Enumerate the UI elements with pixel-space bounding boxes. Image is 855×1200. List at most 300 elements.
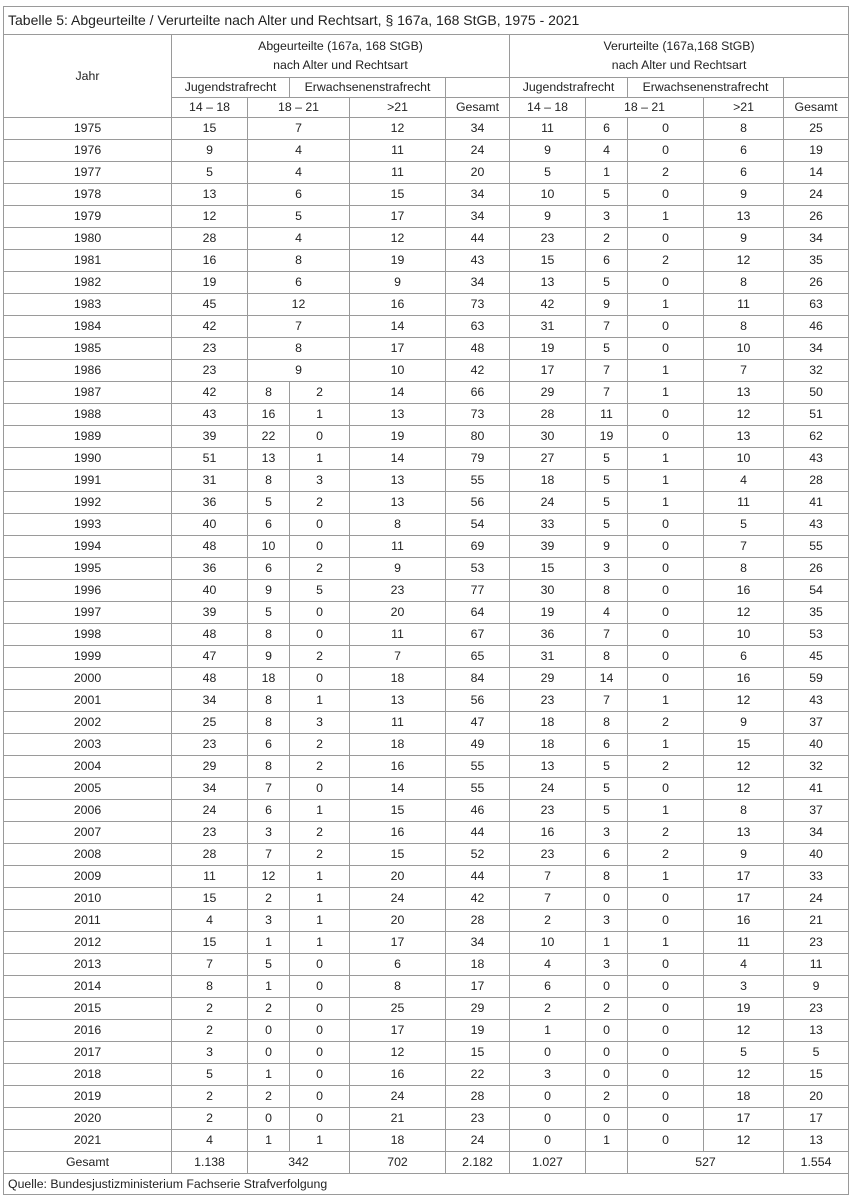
cell-a-18-21: 9 <box>248 360 350 382</box>
total-label: Gesamt <box>4 1152 172 1174</box>
cell-v-gesamt: 40 <box>784 844 849 866</box>
table-row <box>4 536 849 558</box>
table-row <box>4 1108 849 1130</box>
cell-a-gesamt: 49 <box>446 734 510 756</box>
total-v-blank <box>586 1152 628 1174</box>
cell-a-21: 20 <box>350 866 446 888</box>
cell-v-gesamt: 15 <box>784 1064 849 1086</box>
cell-a-18-21-split: 0 <box>290 954 350 976</box>
cell-a-gesamt: 53 <box>446 558 510 580</box>
total-v-gesamt: 1.554 <box>784 1152 849 1174</box>
cell-v-18-21: 4 <box>586 602 628 624</box>
cell-year: 1991 <box>4 470 172 492</box>
total-a-21: 702 <box>350 1152 446 1174</box>
cell-v-21: 17 <box>704 1108 784 1130</box>
cell-a-14-18: 39 <box>172 602 248 624</box>
cell-v-18-21: 3 <box>586 822 628 844</box>
cell-a-18-21: 8 <box>248 338 350 360</box>
cell-v-18-21-split: 0 <box>628 602 704 624</box>
cell-a-18-21-split: 5 <box>290 580 350 602</box>
cell-a-gesamt: 34 <box>446 118 510 140</box>
cell-a-18-21: 6 <box>248 272 350 294</box>
cell-v-18-21-split: 0 <box>628 778 704 800</box>
cell-v-18-21: 5 <box>586 470 628 492</box>
cell-v-18-21-split: 2 <box>628 712 704 734</box>
cell-v-14-18: 23 <box>510 690 586 712</box>
cell-a-18-21-split: 2 <box>290 756 350 778</box>
cell-v-21: 8 <box>704 800 784 822</box>
cell-v-18-21-split: 0 <box>628 1064 704 1086</box>
header-abgeurteilte-line2: nach Alter und Rechtsart <box>273 58 408 72</box>
cell-v-18-21: 0 <box>586 1020 628 1042</box>
cell-v-gesamt: 34 <box>784 228 849 250</box>
cell-a-21: 24 <box>350 1086 446 1108</box>
cell-a-21: 18 <box>350 734 446 756</box>
cell-v-18-21: 1 <box>586 1130 628 1152</box>
cell-v-14-18: 19 <box>510 338 586 360</box>
cell-v-18-21-split: 0 <box>628 1086 704 1108</box>
cell-v-21: 13 <box>704 426 784 448</box>
cell-v-gesamt: 24 <box>784 888 849 910</box>
cell-v-18-21-split: 0 <box>628 1042 704 1064</box>
cell-v-18-21-split: 0 <box>628 338 704 360</box>
cell-v-gesamt: 32 <box>784 360 849 382</box>
cell-a-21: 21 <box>350 1108 446 1130</box>
cell-v-18-21-split: 1 <box>628 448 704 470</box>
cell-a-14-18: 45 <box>172 294 248 316</box>
cell-v-gesamt: 41 <box>784 492 849 514</box>
cell-a-18-21: 7 <box>248 118 350 140</box>
cell-year: 2015 <box>4 998 172 1020</box>
table-row <box>4 470 849 492</box>
cell-v-14-18: 23 <box>510 844 586 866</box>
cell-v-gesamt: 19 <box>784 140 849 162</box>
cell-v-14-18: 16 <box>510 822 586 844</box>
cell-v-18-21-split: 2 <box>628 756 704 778</box>
cell-a-21: 6 <box>350 954 446 976</box>
cell-a-14-18: 39 <box>172 426 248 448</box>
cell-v-gesamt: 17 <box>784 1108 849 1130</box>
cell-a-gesamt: 63 <box>446 316 510 338</box>
table-container <box>3 6 848 1195</box>
cell-a-18-21: 18 <box>248 668 290 690</box>
cell-v-18-21: 5 <box>586 448 628 470</box>
cell-a-18-21: 12 <box>248 294 350 316</box>
cell-a-gesamt: 55 <box>446 778 510 800</box>
cell-v-18-21-split: 0 <box>628 228 704 250</box>
cell-v-14-18: 27 <box>510 448 586 470</box>
cell-v-14-18: 10 <box>510 932 586 954</box>
header-v-14-18: 14 – 18 <box>510 98 586 118</box>
cell-v-14-18: 18 <box>510 470 586 492</box>
table-row <box>4 844 849 866</box>
cell-v-21: 9 <box>704 712 784 734</box>
cell-a-gesamt: 69 <box>446 536 510 558</box>
cell-v-18-21-split: 1 <box>628 294 704 316</box>
cell-a-14-18: 40 <box>172 514 248 536</box>
cell-year: 1992 <box>4 492 172 514</box>
cell-a-14-18: 15 <box>172 932 248 954</box>
cell-year: 1989 <box>4 426 172 448</box>
cell-v-18-21-split: 2 <box>628 250 704 272</box>
cell-v-18-21: 2 <box>586 228 628 250</box>
cell-a-18-21: 3 <box>248 910 290 932</box>
cell-a-21: 8 <box>350 514 446 536</box>
cell-a-gesamt: 22 <box>446 1064 510 1086</box>
cell-a-14-18: 5 <box>172 1064 248 1086</box>
table-row <box>4 404 849 426</box>
cell-a-21: 16 <box>350 756 446 778</box>
cell-a-18-21-split: 0 <box>290 624 350 646</box>
cell-a-18-21: 7 <box>248 778 290 800</box>
cell-a-21: 15 <box>350 184 446 206</box>
cell-a-18-21: 8 <box>248 712 290 734</box>
cell-a-21: 17 <box>350 1020 446 1042</box>
cell-v-21: 5 <box>704 514 784 536</box>
table-row <box>4 1086 849 1108</box>
cell-a-21: 15 <box>350 800 446 822</box>
cell-v-21: 6 <box>704 140 784 162</box>
cell-a-21: 16 <box>350 294 446 316</box>
cell-a-gesamt: 77 <box>446 580 510 602</box>
table-title: Tabelle 5: Abgeurteilte / Verurteilte nach Alter und Rechtsart, § 167a, 168 StGB, 1975 - 2021 <box>4 7 849 35</box>
cell-year: 1998 <box>4 624 172 646</box>
header-a-14-18: 14 – 18 <box>172 98 248 118</box>
cell-v-18-21-split: 0 <box>628 668 704 690</box>
cell-v-18-21: 7 <box>586 316 628 338</box>
cell-v-21: 12 <box>704 778 784 800</box>
cell-v-14-18: 15 <box>510 558 586 580</box>
cell-a-21: 8 <box>350 976 446 998</box>
header-a-blank <box>446 78 510 98</box>
cell-a-21: 9 <box>350 558 446 580</box>
cell-v-21: 10 <box>704 448 784 470</box>
cell-v-18-21-split: 0 <box>628 426 704 448</box>
header-v-21: >21 <box>704 98 784 118</box>
cell-a-21: 15 <box>350 844 446 866</box>
table-row <box>4 822 849 844</box>
cell-v-18-21-split: 1 <box>628 360 704 382</box>
cell-a-18-21: 5 <box>248 602 290 624</box>
table-row <box>4 206 849 228</box>
table-row <box>4 184 849 206</box>
cell-v-gesamt: 34 <box>784 338 849 360</box>
cell-a-gesamt: 56 <box>446 690 510 712</box>
cell-v-14-18: 0 <box>510 1108 586 1130</box>
cell-v-21: 18 <box>704 1086 784 1108</box>
cell-year: 1979 <box>4 206 172 228</box>
cell-v-18-21: 5 <box>586 778 628 800</box>
cell-a-21: 7 <box>350 646 446 668</box>
cell-year: 2002 <box>4 712 172 734</box>
cell-a-14-18: 34 <box>172 690 248 712</box>
cell-v-18-21-split: 2 <box>628 822 704 844</box>
cell-v-14-18: 6 <box>510 976 586 998</box>
cell-v-14-18: 13 <box>510 272 586 294</box>
cell-a-18-21: 4 <box>248 162 350 184</box>
cell-a-gesamt: 20 <box>446 162 510 184</box>
cell-a-21: 17 <box>350 932 446 954</box>
cell-a-18-21: 1 <box>248 1064 290 1086</box>
table-row <box>4 602 849 624</box>
cell-v-18-21: 7 <box>586 690 628 712</box>
table-row <box>4 712 849 734</box>
table-row <box>4 690 849 712</box>
cell-v-14-18: 2 <box>510 910 586 932</box>
cell-v-18-21: 11 <box>586 404 628 426</box>
cell-a-gesamt: 17 <box>446 976 510 998</box>
cell-v-gesamt: 23 <box>784 932 849 954</box>
title-row <box>4 7 849 35</box>
cell-v-14-18: 7 <box>510 866 586 888</box>
cell-v-18-21-split: 1 <box>628 470 704 492</box>
cell-v-21: 16 <box>704 580 784 602</box>
cell-a-gesamt: 15 <box>446 1042 510 1064</box>
cell-a-gesamt: 73 <box>446 294 510 316</box>
cell-a-gesamt: 55 <box>446 470 510 492</box>
cell-a-21: 16 <box>350 1064 446 1086</box>
cell-a-18-21: 5 <box>248 954 290 976</box>
cell-v-gesamt: 63 <box>784 294 849 316</box>
cell-a-14-18: 48 <box>172 624 248 646</box>
cell-v-gesamt: 55 <box>784 536 849 558</box>
cell-year: 1997 <box>4 602 172 624</box>
cell-a-14-18: 23 <box>172 822 248 844</box>
cell-a-21: 24 <box>350 888 446 910</box>
cell-a-14-18: 24 <box>172 800 248 822</box>
cell-a-18-21-split: 1 <box>290 1130 350 1152</box>
cell-v-14-18: 28 <box>510 404 586 426</box>
cell-v-14-18: 24 <box>510 778 586 800</box>
cell-v-18-21-split: 1 <box>628 800 704 822</box>
cell-v-14-18: 9 <box>510 206 586 228</box>
cell-a-18-21: 6 <box>248 800 290 822</box>
cell-v-21: 13 <box>704 382 784 404</box>
cell-v-18-21: 3 <box>586 910 628 932</box>
cell-v-14-18: 13 <box>510 756 586 778</box>
cell-a-21: 14 <box>350 316 446 338</box>
cell-a-18-21-split: 0 <box>290 1108 350 1130</box>
cell-a-18-21-split: 1 <box>290 800 350 822</box>
cell-year: 2011 <box>4 910 172 932</box>
cell-v-21: 11 <box>704 492 784 514</box>
table-row <box>4 426 849 448</box>
table-row <box>4 734 849 756</box>
table-row <box>4 1064 849 1086</box>
cell-v-18-21: 7 <box>586 360 628 382</box>
cell-a-18-21-split: 2 <box>290 646 350 668</box>
cell-a-14-18: 4 <box>172 1130 248 1152</box>
cell-v-18-21: 19 <box>586 426 628 448</box>
cell-a-18-21-split: 1 <box>290 404 350 426</box>
cell-v-18-21: 7 <box>586 624 628 646</box>
header-a-erwachsenenstrafrecht: Erwachsenenstrafrecht <box>290 78 446 98</box>
cell-a-14-18: 31 <box>172 470 248 492</box>
cell-year: 1988 <box>4 404 172 426</box>
cell-v-21: 16 <box>704 910 784 932</box>
cell-a-14-18: 48 <box>172 536 248 558</box>
cell-a-18-21-split: 2 <box>290 558 350 580</box>
cell-v-21: 9 <box>704 184 784 206</box>
cell-v-14-18: 7 <box>510 888 586 910</box>
cell-v-gesamt: 54 <box>784 580 849 602</box>
table-row <box>4 1042 849 1064</box>
cell-v-gesamt: 59 <box>784 668 849 690</box>
cell-a-14-18: 48 <box>172 668 248 690</box>
cell-a-21: 14 <box>350 778 446 800</box>
cell-v-21: 7 <box>704 360 784 382</box>
cell-v-18-21-split: 1 <box>628 206 704 228</box>
cell-a-14-18: 2 <box>172 998 248 1020</box>
cell-a-gesamt: 44 <box>446 866 510 888</box>
cell-a-21: 19 <box>350 250 446 272</box>
cell-v-21: 13 <box>704 206 784 228</box>
cell-v-gesamt: 46 <box>784 316 849 338</box>
cell-a-18-21: 10 <box>248 536 290 558</box>
cell-year: 1996 <box>4 580 172 602</box>
cell-v-gesamt: 5 <box>784 1042 849 1064</box>
table-row <box>4 382 849 404</box>
cell-a-18-21: 1 <box>248 932 290 954</box>
cell-a-18-21: 1 <box>248 976 290 998</box>
cell-a-18-21-split: 0 <box>290 1042 350 1064</box>
cell-a-21: 17 <box>350 206 446 228</box>
cell-a-21: 12 <box>350 228 446 250</box>
cell-v-21: 19 <box>704 998 784 1020</box>
cell-a-21: 20 <box>350 602 446 624</box>
cell-v-14-18: 17 <box>510 360 586 382</box>
cell-a-14-18: 2 <box>172 1020 248 1042</box>
table-row <box>4 140 849 162</box>
cell-a-14-18: 4 <box>172 910 248 932</box>
cell-a-gesamt: 28 <box>446 1086 510 1108</box>
cell-a-18-21: 6 <box>248 514 290 536</box>
cell-v-18-21-split: 0 <box>628 118 704 140</box>
table-row <box>4 338 849 360</box>
cell-v-18-21: 0 <box>586 888 628 910</box>
cell-a-18-21: 8 <box>248 470 290 492</box>
table-row <box>4 888 849 910</box>
cell-v-gesamt: 51 <box>784 404 849 426</box>
cell-a-14-18: 42 <box>172 316 248 338</box>
cell-v-21: 17 <box>704 888 784 910</box>
cell-year: 1985 <box>4 338 172 360</box>
cell-a-14-18: 7 <box>172 954 248 976</box>
total-v-14-18: 1.027 <box>510 1152 586 1174</box>
cell-v-gesamt: 43 <box>784 448 849 470</box>
cell-a-18-21-split: 0 <box>290 778 350 800</box>
cell-v-18-21-split: 0 <box>628 1130 704 1152</box>
cell-v-21: 4 <box>704 470 784 492</box>
cell-a-gesamt: 34 <box>446 272 510 294</box>
cell-a-14-18: 29 <box>172 756 248 778</box>
cell-a-18-21: 7 <box>248 844 290 866</box>
cell-v-18-21: 0 <box>586 1042 628 1064</box>
cell-v-gesamt: 26 <box>784 558 849 580</box>
cell-a-gesamt: 44 <box>446 822 510 844</box>
cell-v-18-21: 0 <box>586 1064 628 1086</box>
cell-a-gesamt: 48 <box>446 338 510 360</box>
table-row <box>4 624 849 646</box>
cell-v-18-21-split: 0 <box>628 910 704 932</box>
header-v-blank <box>784 78 849 98</box>
cell-v-gesamt: 21 <box>784 910 849 932</box>
cell-a-18-21-split: 2 <box>290 734 350 756</box>
cell-a-21: 23 <box>350 580 446 602</box>
cell-a-18-21-split: 0 <box>290 514 350 536</box>
cell-a-14-18: 2 <box>172 1108 248 1130</box>
total-v-18-21-21: 527 <box>628 1152 784 1174</box>
cell-a-gesamt: 54 <box>446 514 510 536</box>
cell-year: 1977 <box>4 162 172 184</box>
cell-v-21: 12 <box>704 250 784 272</box>
cell-a-14-18: 15 <box>172 888 248 910</box>
cell-a-21: 13 <box>350 492 446 514</box>
cell-v-14-18: 23 <box>510 800 586 822</box>
source-row <box>4 1174 849 1195</box>
cell-v-gesamt: 40 <box>784 734 849 756</box>
cell-year: 2020 <box>4 1108 172 1130</box>
table-row <box>4 1020 849 1042</box>
cell-v-21: 11 <box>704 294 784 316</box>
cell-a-gesamt: 34 <box>446 184 510 206</box>
cell-year: 2017 <box>4 1042 172 1064</box>
cell-v-21: 16 <box>704 668 784 690</box>
cell-a-18-21-split: 2 <box>290 844 350 866</box>
total-a-14-18: 1.138 <box>172 1152 248 1174</box>
table-row <box>4 272 849 294</box>
cell-v-18-21: 0 <box>586 976 628 998</box>
cell-a-18-21-split: 2 <box>290 382 350 404</box>
cell-a-18-21-split: 0 <box>290 602 350 624</box>
cell-a-gesamt: 18 <box>446 954 510 976</box>
cell-v-gesamt: 13 <box>784 1130 849 1152</box>
cell-v-14-18: 42 <box>510 294 586 316</box>
cell-v-21: 8 <box>704 316 784 338</box>
cell-v-18-21: 5 <box>586 514 628 536</box>
table-body <box>4 7 849 1195</box>
cell-v-gesamt: 13 <box>784 1020 849 1042</box>
cell-a-18-21-split: 0 <box>290 976 350 998</box>
cell-v-14-18: 1 <box>510 1020 586 1042</box>
cell-a-21: 18 <box>350 1130 446 1152</box>
cell-year: 1975 <box>4 118 172 140</box>
cell-year: 2001 <box>4 690 172 712</box>
cell-year: 1999 <box>4 646 172 668</box>
table-row <box>4 1130 849 1152</box>
cell-v-18-21-split: 1 <box>628 734 704 756</box>
cell-v-18-21: 6 <box>586 734 628 756</box>
table-row <box>4 932 849 954</box>
cell-v-gesamt: 33 <box>784 866 849 888</box>
cell-v-21: 10 <box>704 338 784 360</box>
cell-a-18-21: 8 <box>248 624 290 646</box>
cell-v-gesamt: 62 <box>784 426 849 448</box>
total-row <box>4 1152 849 1174</box>
cell-a-18-21: 13 <box>248 448 290 470</box>
table-row <box>4 294 849 316</box>
cell-v-14-18: 3 <box>510 1064 586 1086</box>
cell-v-18-21-split: 0 <box>628 1108 704 1130</box>
cell-v-14-18: 11 <box>510 118 586 140</box>
cell-v-14-18: 9 <box>510 140 586 162</box>
cell-v-21: 4 <box>704 954 784 976</box>
cell-v-18-21-split: 0 <box>628 646 704 668</box>
table-row <box>4 976 849 998</box>
cell-a-14-18: 16 <box>172 250 248 272</box>
cell-a-21: 12 <box>350 1042 446 1064</box>
cell-a-14-18: 28 <box>172 844 248 866</box>
